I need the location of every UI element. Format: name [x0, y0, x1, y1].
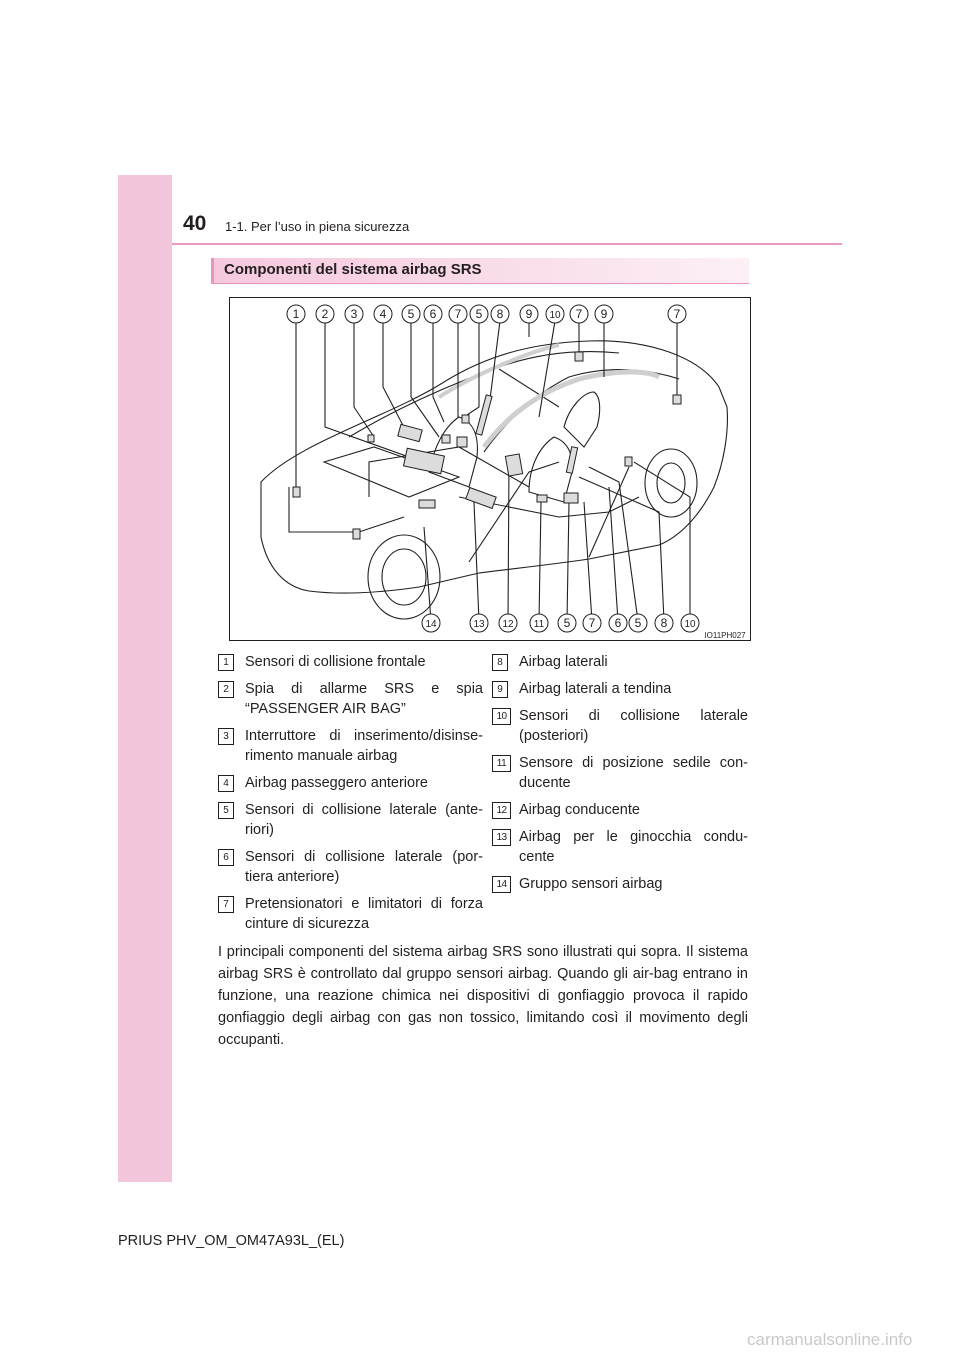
legend-text: Airbag laterali [519, 654, 608, 670]
legend-text: Airbag passeggero anteriore [245, 775, 428, 791]
legend-number: 13 [492, 829, 511, 846]
callout-bottom: 13 [473, 619, 485, 630]
legend-text: Airbag per le ginocchia condu-cente [519, 829, 748, 865]
legend-text: Spia di allarme SRS e spia “PASSENGER AIR BAG” [245, 681, 483, 717]
legend-text: Sensori di collisione laterale (posteriori) [519, 708, 748, 744]
figure-code: IO11PH027 [704, 631, 746, 640]
callout-bottom: 5 [563, 616, 571, 630]
legend-number: 1 [218, 654, 234, 671]
legend-number: 6 [218, 849, 234, 866]
legend-item [492, 652, 748, 672]
legend-number: 14 [492, 876, 511, 893]
callout-top: 6 [429, 307, 437, 321]
legend-item [218, 726, 483, 766]
legend-item [492, 874, 748, 894]
callout-top: 4 [379, 307, 387, 321]
callout-top: 7 [575, 307, 583, 321]
callout-bottom: 8 [660, 616, 668, 630]
legend-item [492, 679, 748, 699]
callout-top: 7 [673, 307, 681, 321]
side-tab [118, 175, 172, 1182]
callout-bottom: 11 [533, 619, 545, 630]
legend-text: Gruppo sensori airbag [519, 876, 663, 892]
legend-item [492, 706, 748, 746]
callout-bottom: 6 [614, 616, 622, 630]
legend-text: Sensori di collisione frontale [245, 654, 426, 670]
legend-number: 2 [218, 681, 234, 698]
callout-bottom: 7 [588, 616, 596, 630]
callout-bottom: 12 [502, 619, 514, 630]
section-heading: Componenti del sistema airbag SRS [224, 261, 482, 278]
legend-item [218, 679, 483, 719]
callout-top: 8 [496, 307, 504, 321]
legend-text: Pretensionatori e limitatori di forza cinture di sicurezza [245, 896, 483, 932]
legend-item [218, 800, 483, 840]
callout-bottom: 10 [684, 619, 696, 630]
legend-number: 11 [492, 755, 511, 772]
legend-number: 8 [492, 654, 508, 671]
page-number: 40 [183, 212, 207, 235]
legend-text: Sensore di posizione sedile con-ducente [519, 755, 748, 791]
callout-bottom: 5 [634, 616, 642, 630]
section-heading-bar [211, 258, 749, 283]
header-rule [172, 243, 842, 245]
legend-item [218, 773, 483, 793]
legend-item [492, 800, 748, 820]
callout-top: 9 [525, 307, 533, 321]
legend-number: 3 [218, 728, 234, 745]
legend-right [492, 652, 748, 901]
callout-top: 2 [321, 307, 329, 321]
callout-top: 10 [549, 310, 561, 321]
callout-bottom: 14 [425, 619, 437, 630]
legend-text: Sensori di collisione laterale (por-tiera anteriore) [245, 849, 483, 885]
airbag-diagram [229, 297, 751, 641]
legend-text: Sensori di collisione laterale (ante-riori) [245, 802, 483, 838]
legend-item [492, 753, 748, 793]
callout-top: 9 [600, 307, 608, 321]
section-title: 1-1. Per l’uso in piena sicurezza [225, 219, 410, 234]
callout-top: 1 [292, 307, 300, 321]
watermark[interactable]: carmanualsonline.info [747, 1330, 913, 1349]
heading-underline [211, 283, 749, 284]
legend-item [218, 652, 483, 672]
legend-number: 5 [218, 802, 234, 819]
legend-left [218, 652, 483, 941]
legend-item [492, 827, 748, 867]
legend-number: 9 [492, 681, 508, 698]
callout-top: 3 [350, 307, 358, 321]
legend-text: Interruttore di inserimento/disinse-rimento manuale airbag [245, 728, 483, 764]
legend-text: Airbag laterali a tendina [519, 681, 672, 697]
callout-top: 7 [454, 307, 462, 321]
footer-code: PRIUS PHV_OM_OM47A93L_(EL) [118, 1233, 345, 1249]
legend-number: 7 [218, 896, 234, 913]
callout-top: 5 [475, 307, 483, 321]
legend-text: Airbag conducente [519, 802, 640, 818]
callout-top: 5 [407, 307, 415, 321]
legend-item [218, 847, 483, 887]
legend-number: 4 [218, 775, 234, 792]
legend-number: 12 [492, 802, 511, 819]
legend-number: 10 [492, 708, 511, 725]
body-paragraph: I principali componenti del sistema airbag SRS sono illustrati qui sopra. Il sistema airbag SRS è controllato dal gruppo sensori airbag. Quando gli air-bag entrano in funzione, una reazione chimica nei dispositivi di gonfiaggio provoca il rapido gonfiaggio degli airbag con gas non tossico, limitando così il movimento degli occupanti. [218, 944, 748, 1048]
legend-item [218, 894, 483, 934]
